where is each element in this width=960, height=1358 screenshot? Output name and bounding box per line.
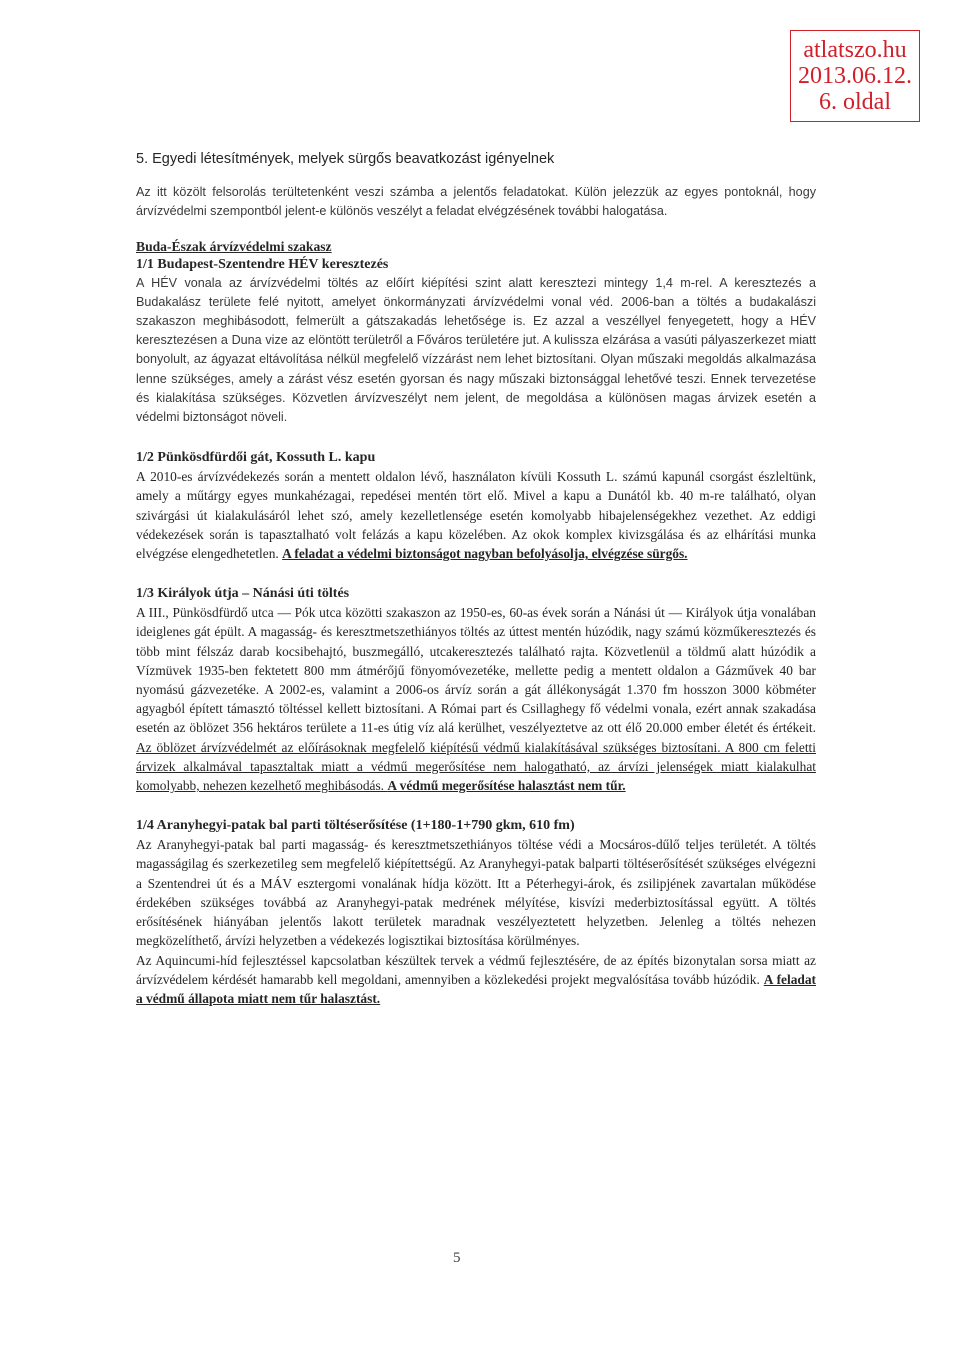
item-emphasis: A védmű megerősítése halasztást nem tűr. bbox=[387, 778, 626, 794]
stamp-site: atlatszo.hu bbox=[803, 37, 907, 63]
item-body: Az Aranyhegyi-patak bal parti magasság- és keresztmetszethiányos töltése védi a Mocsáros-dűlő teljes területét. A töltés magasságilag és szerkezetileg sem megfelelő kiépítettségű. Az Aranyhegyi-patak balparti töltéserősítését szükséges elvégezni a Szentendrei út és a MÁV esztergomi vonalának hídja között. Itt a Péterhegyi-árok, és zsilipjének zavartalan működése érdekében szükséges továbbá az Aranyhegyi-patak medrének mélyítése, kisvízi mederbiztosítással együtt. A töltés erősítésének hiányában jelentős lakott területek maradnak veszélyeztetett helyzetben. Jelenleg a töltés nehezen megközelíthető, árvízi helyzetben a védekezés logisztikai biztosítása körülményes. bbox=[136, 837, 816, 949]
item-title: 1/2 Pünkösdfürdői gát, Kossuth L. kapu bbox=[136, 450, 376, 466]
item-body-continued: Az Aquincumi-híd fejlesztéssel kapcsolatban készültek tervek a védmű fejlesztésére, de az építés bizonytalan sorsa miatt az árvízvédelem kérdését hamarabb kell megoldani, amennyiben a közlekedési projekt megvalósítása tovább húzódik. bbox=[136, 952, 816, 987]
document-body bbox=[136, 150, 816, 1008]
section-title: 5. Egyedi létesítmények, melyek sürgős beavatkozást igényelnek bbox=[136, 151, 555, 167]
item-emphasis: A feladat a védmű állapota miatt nem tűr halasztást. bbox=[136, 971, 816, 1006]
item-title: 1/4 Aranyhegyi-patak bal parti töltéserősítése (1+180-1+790 gkm, 610 fm) bbox=[136, 818, 575, 834]
stamp-date: 2013.06.12. bbox=[798, 63, 912, 89]
section-intro: Az itt közölt felsorolás terültetenként veszi számba a jelentős feladatokat. Külön jelezzük az egyes pontoknál, hogy árvízvédelmi szempontból jelent-e különös veszélyt a feladat elvégzésének további halogatása. bbox=[136, 185, 816, 219]
stamp-page: 6. oldal bbox=[819, 89, 891, 115]
source-stamp bbox=[790, 30, 920, 122]
item-emphasis: A feladat a védelmi biztonságot nagyban befolyásolja, elvégzése sürgős. bbox=[282, 546, 688, 562]
item-body: A III., Pünkösdfürdő utca — Pók utca közötti szakaszon az 1950-es, 60-as évek során a Nánási út — Királyok útja vonalában ideiglenes gát épült. A magasság- és keresztmetszethiányos töltés az úttest mentén húzódik, nagy számú közműkeresztezés és több mint félszáz darab kocsibehajtó, buszmegálló, utcakeresztezés található rajta. Közvetlenül a töldmű alatt húzódik a Vízmüvek 1935-ben fektetett 800 mm átmérőjű fönyomóvezetéke, mellette pedig a mentett oldalon a Gázművek 40 bar nyomású gázvezetéke. A 2002-es, valamint a 2006-os árvíz során a gát állékonyságát 1.370 fm hosszon 3000 köbméter agyagból épített támasztó töltéssel kellett biztosítani. A Római part és Csillaghegy fő védelmi vonala, ezért annak szakadása esetén az öblözet 356 hektáros területe a 11-es útig víz alá kerülhet, veszélyeztetve az ott élő 20.000 ember életét és értékeit. bbox=[136, 605, 816, 736]
item-body-paragraph bbox=[136, 467, 816, 563]
item-body: A HÉV vonala az árvízvédelmi töltés az előírt kiépítési szint alatt keresztezi mintegy 1,4 m-rel. A keresztezés a Budakalász területe felé nyitott, amelyet önkormányzati árvízvédelmi vonal véd. 2006-ban a töltés a budakalászi szakaszon meghibásodott, felmerült a gátszakadás lehetősége is. Ez azzal a veszéllyel fenyegetett, hogy a HÉV keresztezésen a Duna vize az elöntött területről a Főváros területére jut. A kulissza elzárása a vasúti pályaszerkezet miatt bonyolult, az ágyazat eltávolítása nélkül megfelelő vízzárást nem lehet biztosítani. Olyan műszaki megoldás alkalmazása lenne szükséges, amely a zárást vész esetén gyorsan és nagy műszaki biztonsággal lehetővé teszi. Ennek tervezetése és kialakítása szükséges. Közvetlen árvízveszélyt nem jelent, de megoldása a különösen magas árvizek esetén a védelmi biztonságot növeli. bbox=[136, 275, 816, 425]
item-body-paragraph bbox=[136, 951, 816, 1009]
item-title: 1/1 Budapest-Szentendre HÉV keresztezés bbox=[136, 256, 389, 272]
region-title: Buda-Észak árvízvédelmi szakasz bbox=[136, 238, 332, 254]
page-number: 5 bbox=[453, 1250, 461, 1266]
item-body-paragraph bbox=[136, 603, 816, 795]
item-body: A 2010-es árvízvédekezés során a mentett oldalon lévő, használaton kívüli Kossuth L. számú kapunál csorgást észleltünk, amely a műtárgy egyes munkahézagai, repedései mentén tört elő. Mivel a kapu a Dunától kb. 40 m-re található, olyan szivárgási út kialakulásáról lehet szó, amely kezelletlensége esetén komolyabb hibajelenségekhez vezethet. Az eddigi védekezések során is tapasztalható volt felázás a kapu közelében. Az okok komplex kivizsgálása és az elhárítási munka elvégzése elengedhetetlen. bbox=[136, 469, 816, 562]
item-underlined-text: Az öblözet árvízvédelmét az előírásoknak megfelelő kiépítésű védmű kialakításával szükséges biztosítani. A 800 cm feletti árvizek alkalmával tapasztaltak miatt a védmű megerősítése nem halogatható, az árvízi jelenségek miatt kialakulhat komolyabb, nehezen kezelhető meghibásodás. bbox=[136, 739, 816, 794]
item-title: 1/3 Királyok útja – Nánási úti töltés bbox=[136, 586, 350, 602]
